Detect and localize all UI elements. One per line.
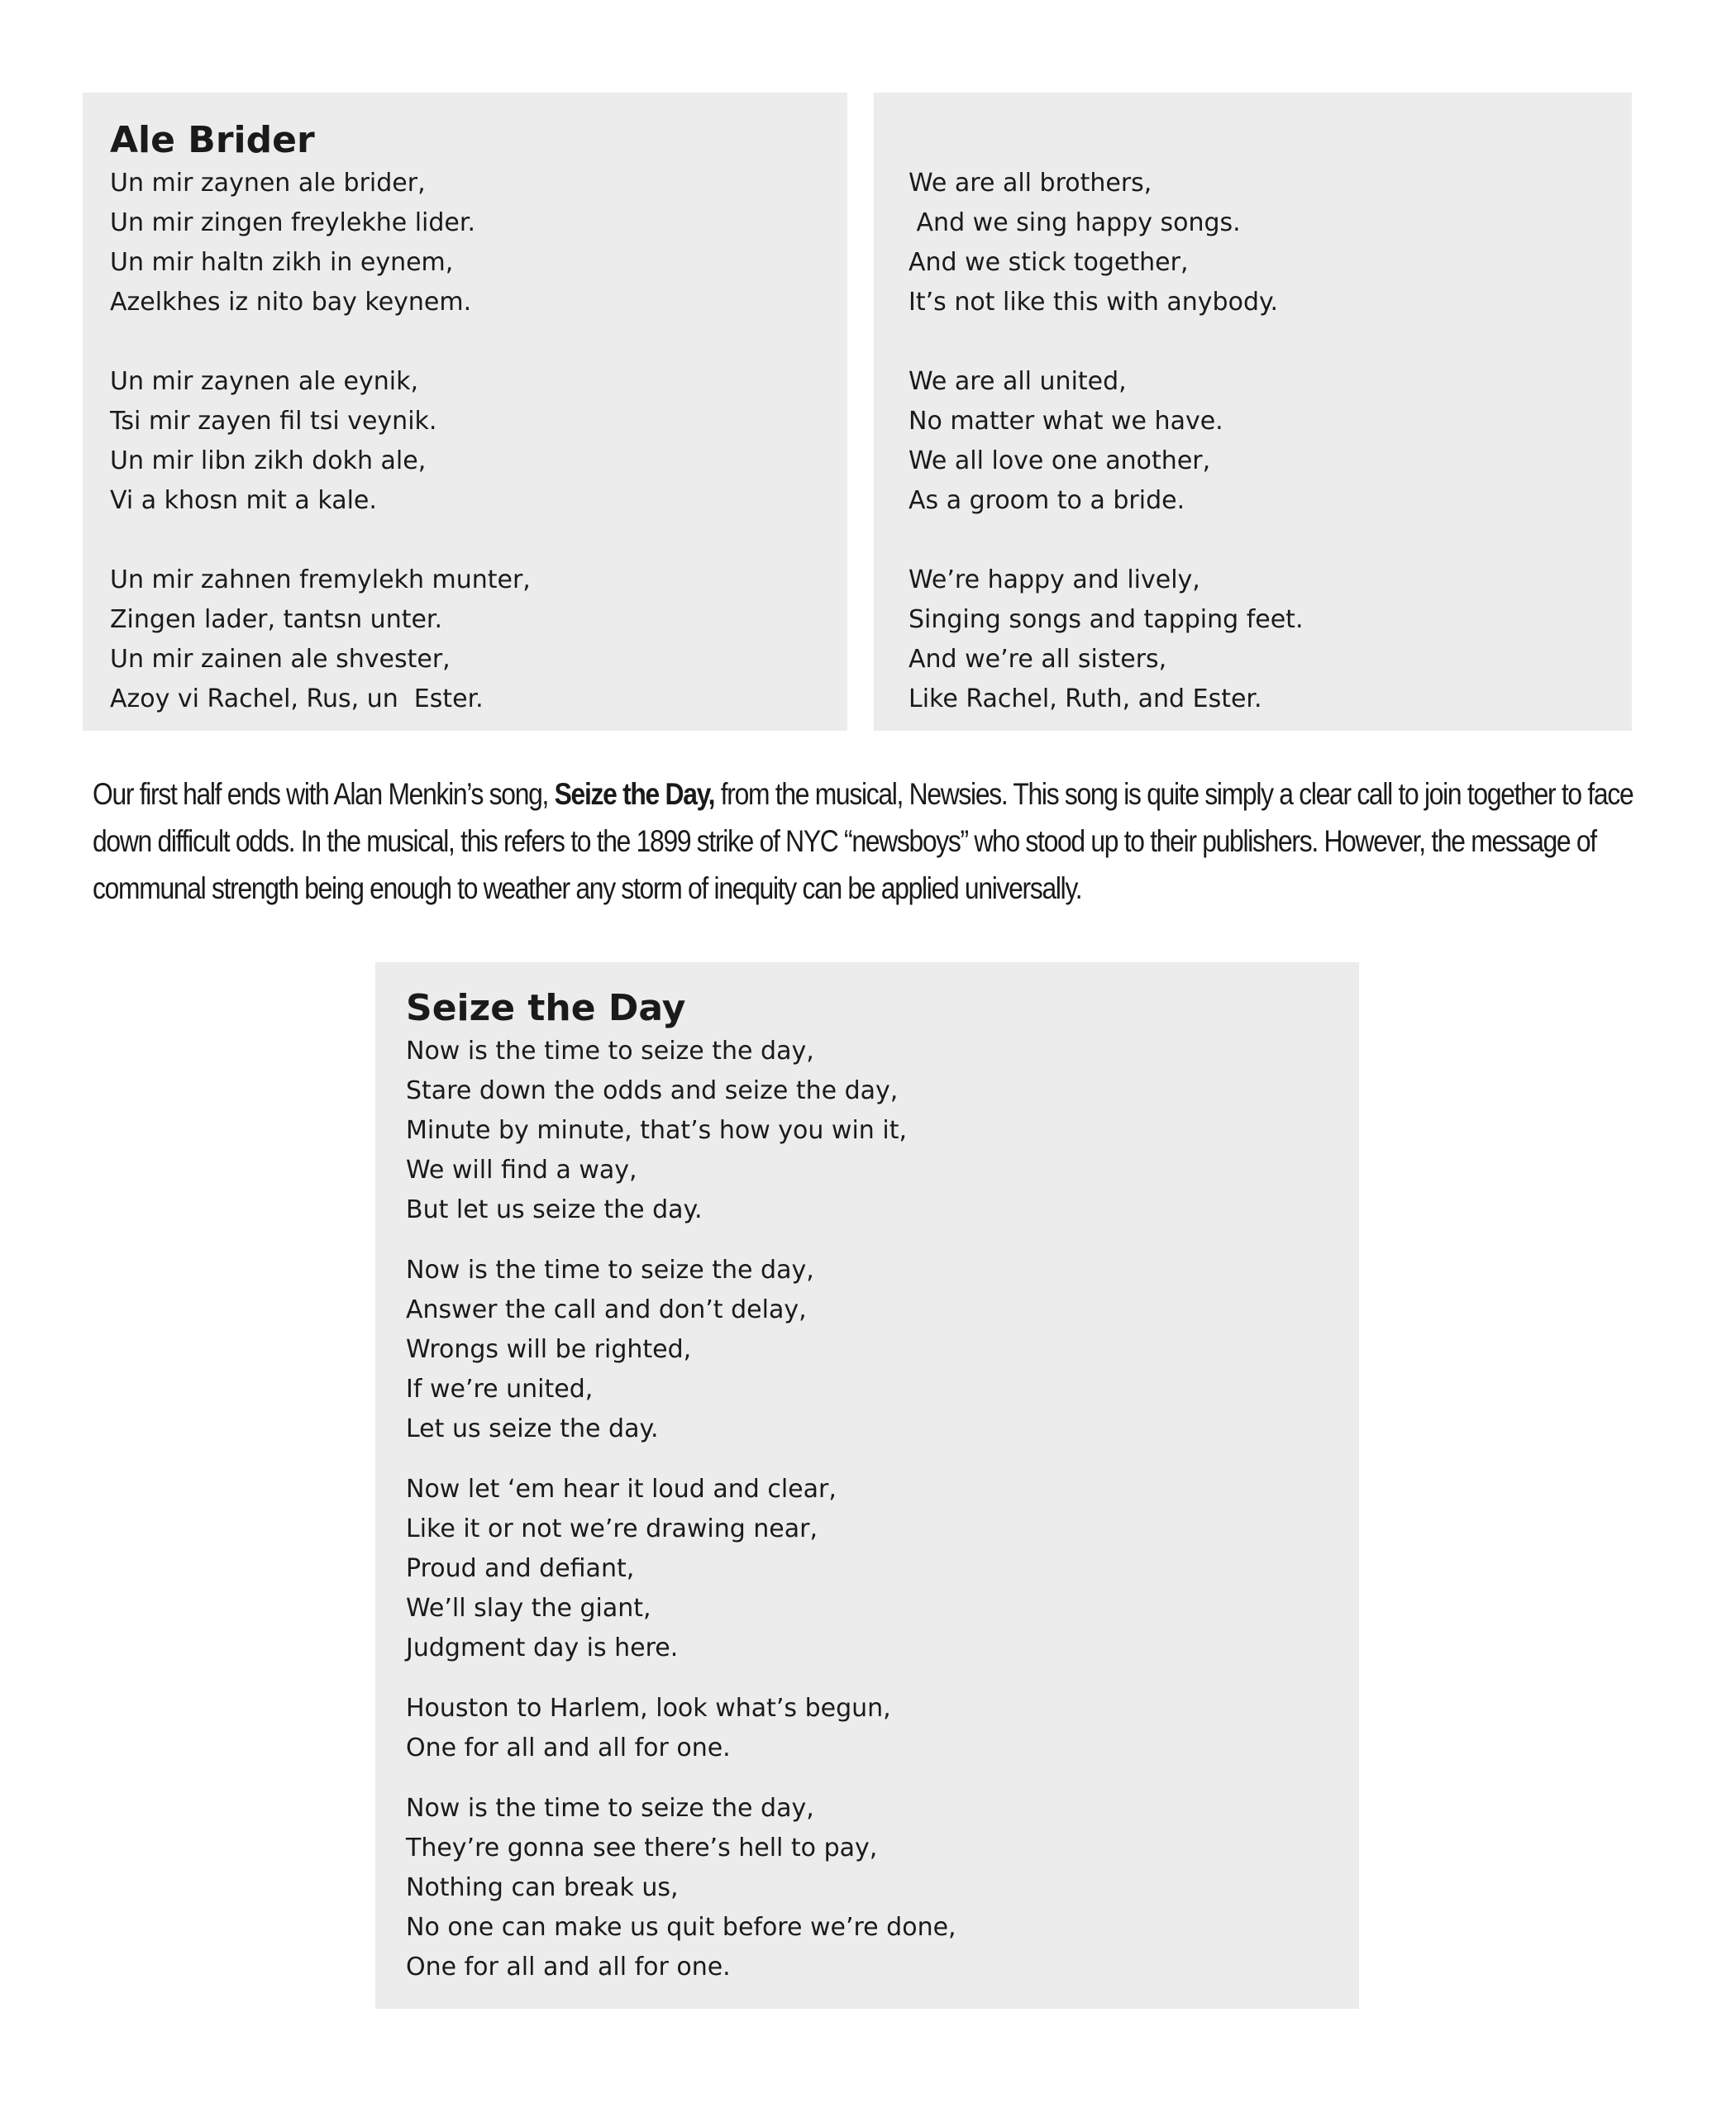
- intro-text-end: from the musical, Newsies. This song is quite simply a clear call to join together to face down difficult odds. In the musical, this refers to the 1899 strike of NYC “newsboys” who stood up to their publishers. However, the message of communal strength being enough to weather any storm of inequity can be applied universally.: [93, 777, 1633, 905]
- lyric-line: Un mir libn zikh dokh ale,: [110, 446, 427, 475]
- seize-stanza: [406, 1251, 1359, 1449]
- seize-stanza: [406, 1689, 1359, 1768]
- lyric-line: And we’re all sisters,: [909, 645, 1167, 674]
- lyric-line: If we’re united,: [406, 1375, 594, 1404]
- lyric-line: Un mir zaynen ale eynik,: [110, 367, 419, 396]
- lyric-line: Tsi mir zayen fil tsi veynik.: [110, 407, 437, 436]
- lyric-line: Nothing can break us,: [406, 1873, 679, 1902]
- lyric-line: Minute by minute, that’s how you win it,: [406, 1116, 907, 1145]
- lyric-line: We are all united,: [909, 367, 1127, 396]
- lyric-line: One for all and all for one.: [406, 1734, 731, 1762]
- lyric-line: Proud and defiant,: [406, 1554, 635, 1583]
- lyric-line: Un mir zainen ale shvester,: [110, 645, 451, 674]
- lyric-line: Stare down the odds and seize the day,: [406, 1076, 899, 1105]
- lyric-line: And we sing happy songs.: [909, 208, 1241, 237]
- lyric-line: They’re gonna see there’s hell to pay,: [406, 1834, 878, 1862]
- lyric-line: Like Rachel, Ruth, and Ester.: [909, 684, 1262, 713]
- intro-song-name: Seize the Day,: [554, 777, 715, 811]
- lyric-line: Un mir zingen freylekhe lider.: [110, 208, 475, 237]
- seize-stanza: [406, 1470, 1359, 1668]
- lyric-line: We will find a way,: [406, 1156, 637, 1185]
- lyric-line: We’re happy and lively,: [909, 565, 1200, 594]
- lyric-line: Azelkhes iz nito bay keynem.: [110, 288, 472, 317]
- ale-brider-english-box: [874, 93, 1632, 731]
- lyric-line: Houston to Harlem, look what’s begun,: [406, 1694, 891, 1723]
- lyric-line: Un mir zaynen ale brider,: [110, 169, 426, 198]
- lyric-line: As a groom to a bride.: [909, 486, 1185, 515]
- lyric-line: We are all brothers,: [909, 169, 1152, 198]
- yiddish-stanza: [110, 560, 847, 719]
- english-stanza: [909, 560, 1632, 719]
- lyric-line: Let us seize the day.: [406, 1414, 659, 1443]
- lyric-line: Now is the time to seize the day,: [406, 1794, 814, 1823]
- lyric-line: Now let ‘em hear it loud and clear,: [406, 1475, 837, 1504]
- seize-stanza: [406, 1789, 1359, 1987]
- seize-stanza: [406, 1032, 1359, 1230]
- lyric-line: We’ll slay the giant,: [406, 1594, 651, 1623]
- lyric-line: No one can make us quit before we’re done,: [406, 1913, 956, 1942]
- lyric-line: No matter what we have.: [909, 407, 1223, 436]
- lyric-line: Like it or not we’re drawing near,: [406, 1514, 818, 1543]
- ale-brider-yiddish-box: [83, 93, 847, 731]
- lyric-line: One for all and all for one.: [406, 1953, 731, 1982]
- lyric-line: Judgment day is here.: [406, 1633, 679, 1662]
- lyric-line: Now is the time to seize the day,: [406, 1256, 814, 1285]
- lyric-line: Answer the call and don’t delay,: [406, 1295, 807, 1324]
- ale-brider-title: Ale Brider: [110, 119, 315, 161]
- intro-text-start: Our first half ends with Alan Menkin’s song,: [93, 777, 555, 811]
- lyric-line: It’s not like this with anybody.: [909, 288, 1279, 317]
- lyric-line: Azoy vi Rachel, Rus, un Ester.: [110, 684, 484, 713]
- lyric-line: Un mir haltn zikh in eynem,: [110, 248, 454, 277]
- english-stanza: [909, 362, 1632, 521]
- intro-paragraph: [93, 770, 1649, 912]
- seize-the-day-box: [375, 962, 1359, 2009]
- english-stanza: [909, 164, 1632, 322]
- lyric-line: Zingen lader, tantsn unter.: [110, 605, 443, 634]
- lyric-line: And we stick together,: [909, 248, 1189, 277]
- yiddish-stanza: [110, 362, 847, 521]
- lyric-line: Un mir zahnen fremylekh munter,: [110, 565, 531, 594]
- lyric-line: Now is the time to seize the day,: [406, 1037, 814, 1066]
- lyric-line: Singing songs and tapping feet.: [909, 605, 1304, 634]
- lyric-line: Vi a khosn mit a kale.: [110, 486, 377, 515]
- lyric-line: But let us seize the day.: [406, 1195, 703, 1224]
- lyric-line: Wrongs will be righted,: [406, 1335, 692, 1364]
- yiddish-stanza: [110, 164, 847, 322]
- lyric-line: We all love one another,: [909, 446, 1211, 475]
- seize-the-day-title: Seize the Day: [406, 987, 686, 1029]
